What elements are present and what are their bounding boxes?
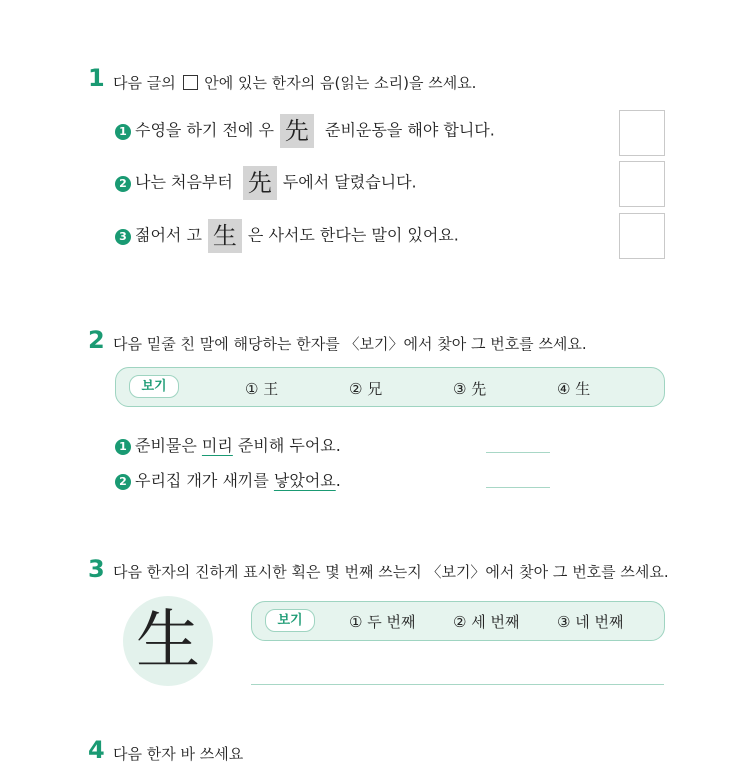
q1-item-3	[115, 219, 459, 253]
bogi-option-2: ② 세 번째	[453, 613, 520, 631]
question-3-instruction: 다음 한자의 진하게 표시한 획은 몇 번째 쓰는지 〈보기〉에서 찾아 그 번호를 쓰세요.	[113, 563, 669, 581]
sentence-after: .	[335, 471, 341, 490]
question-2-number: 2	[88, 326, 105, 354]
item-number-badge: 1	[115, 439, 131, 455]
highlighted-hanja: 先	[280, 114, 314, 148]
sentence-after: 준비해 두어요.	[232, 436, 341, 455]
item-number-badge: 1	[115, 124, 131, 140]
bogi-option-4: ④ 生	[557, 380, 591, 398]
bogi-option-3: ③ 네 번째	[557, 613, 624, 631]
highlighted-hanja: 先	[243, 166, 277, 200]
question-4-instruction: 다음 한자 바 쓰세요	[113, 745, 244, 763]
q1-item-1	[115, 114, 495, 148]
answer-box-2[interactable]	[619, 161, 665, 207]
question-2-instruction: 다음 밑줄 친 말에 해당하는 한자를 〈보기〉에서 찾아 그 번호를 쓰세요.	[113, 335, 587, 353]
answer-line-q3[interactable]	[251, 684, 664, 685]
bogi-option-1: ① 두 번째	[349, 613, 416, 631]
sentence-before: 우리집 개가 새끼를	[135, 471, 274, 490]
sentence-before: 수영을 하기 전에 우	[135, 120, 274, 140]
bogi-label: 보기	[265, 609, 315, 632]
item-number-badge: 3	[115, 229, 131, 245]
q2-item-2	[115, 468, 341, 491]
bogi-option-3: ③ 先	[453, 380, 487, 398]
instruction-after: 안에 있는 한자의 음(읽는 소리)을 쓰세요.	[204, 74, 477, 92]
answer-line-1[interactable]	[486, 452, 550, 453]
bogi-option-1: ① 王	[245, 380, 279, 398]
answer-box-3[interactable]	[619, 213, 665, 259]
instruction-before: 다음 글의	[113, 74, 176, 92]
sentence-before: 젊어서 고	[135, 225, 202, 245]
answer-box-1[interactable]	[619, 110, 665, 156]
answer-line-2[interactable]	[486, 487, 550, 488]
blank-box-icon	[183, 75, 198, 90]
question-1-number: 1	[88, 64, 105, 92]
sentence-after: 준비운동을 해야 합니다.	[325, 120, 495, 140]
item-number-badge: 2	[115, 474, 131, 490]
bogi-label: 보기	[129, 375, 179, 398]
sentence-before: 나는 처음부터	[135, 172, 233, 192]
sentence-after: 은 사서도 한다는 말이 있어요.	[247, 225, 459, 245]
underlined-word: 미리	[201, 436, 233, 455]
question-3-number: 3	[88, 555, 105, 583]
underlined-word: 낳았어요	[273, 471, 336, 490]
q1-item-2	[115, 166, 417, 200]
question-1-instruction	[113, 72, 476, 93]
sentence-before: 준비물은	[135, 436, 202, 455]
q2-item-1	[115, 433, 341, 456]
bogi-option-2: ② 兄	[349, 380, 383, 398]
question-4-number: 4	[88, 736, 105, 764]
highlighted-hanja: 生	[208, 219, 242, 253]
sentence-after: 두에서 달렸습니다.	[282, 172, 417, 192]
large-hanja: 生	[136, 604, 200, 678]
item-number-badge: 2	[115, 176, 131, 192]
